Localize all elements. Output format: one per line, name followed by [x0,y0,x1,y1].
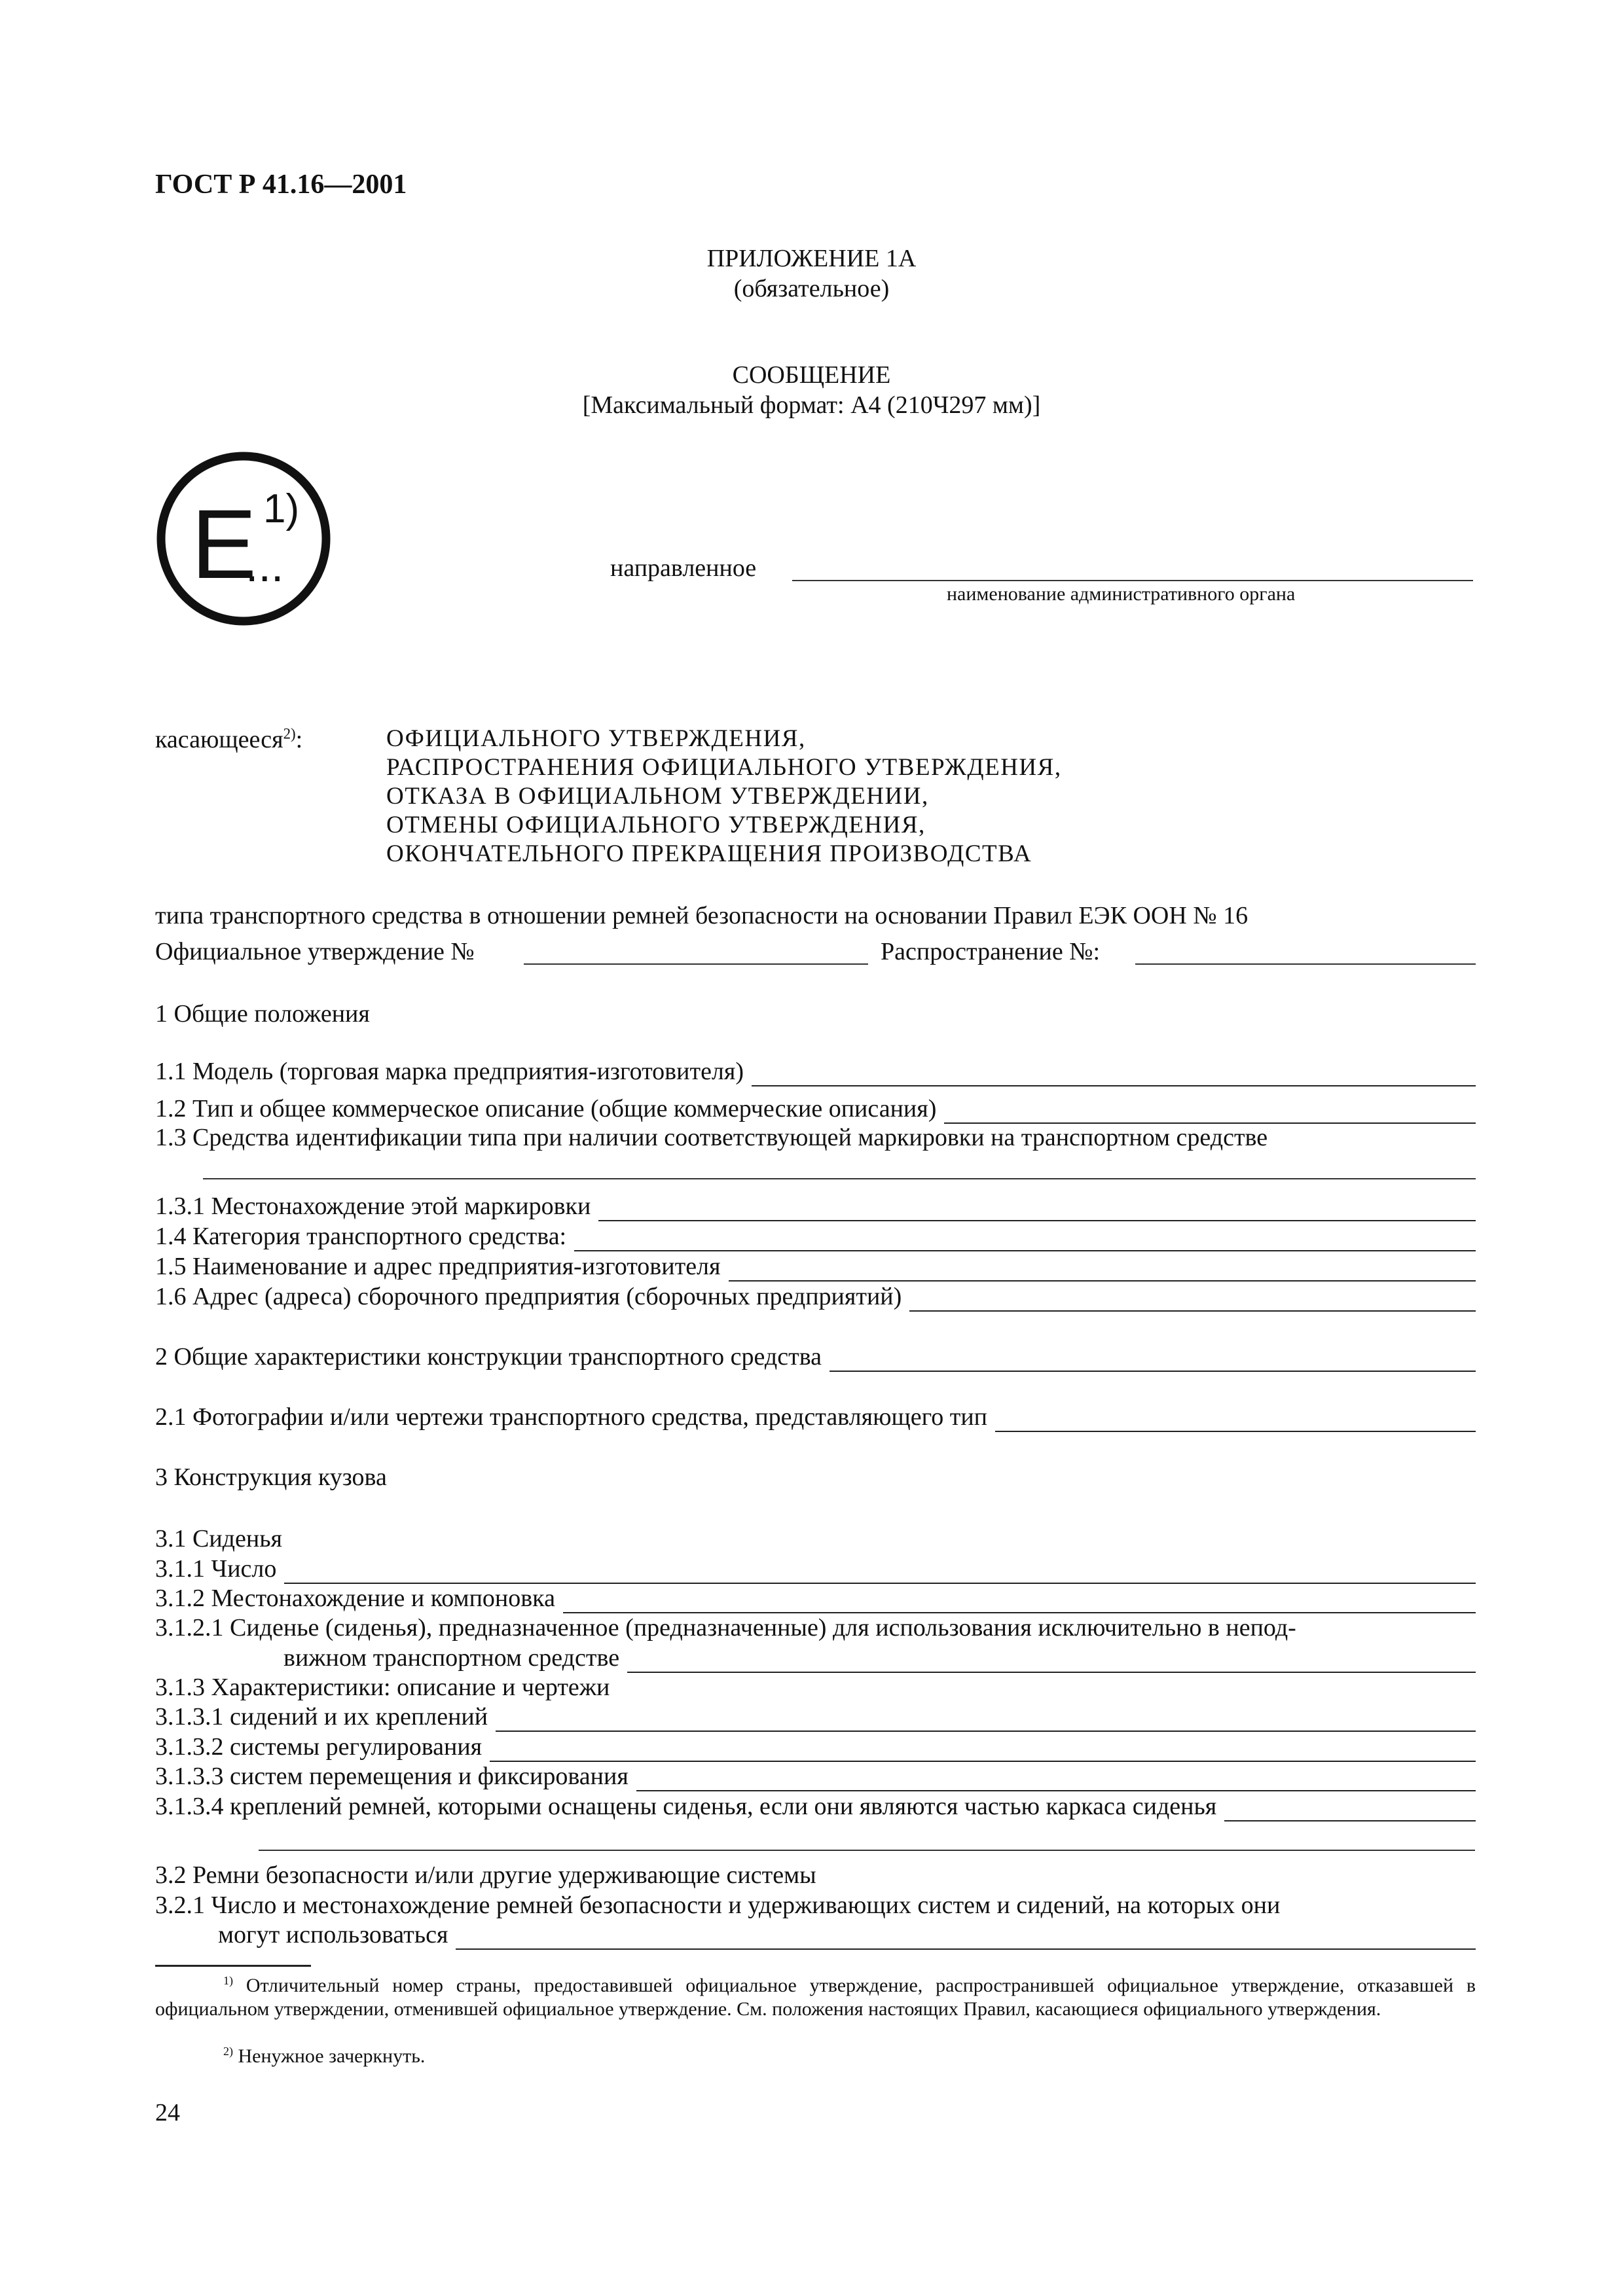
document-code: ГОСТ Р 41.16—2001 [155,170,407,200]
form-row: 2 Общие характеристики конструкции транспортного средства [155,1342,1476,1372]
form-row: 2.1 Фотографии и/или чертежи транспортного средства, представляющего тип [155,1402,1476,1432]
form-field[interactable] [944,1102,1476,1124]
form-field[interactable] [995,1410,1476,1432]
message-title: СООБЩЕНИЕ [732,361,891,389]
e-mark-superscript: 1) [263,486,300,531]
concerning-option[interactable]: ОФИЦИАЛЬНОГО УТВЕРЖДЕНИЯ, [386,725,806,752]
form-field[interactable] [909,1289,1476,1312]
form-field[interactable] [627,1651,1476,1673]
form-row: 1.4 Категория транспортного средства: [155,1221,1476,1251]
form-row: 1.5 Наименование и адрес предприятия-изготовителя [155,1251,1476,1282]
form-field[interactable] [1224,1799,1476,1821]
form-field[interactable] [203,1178,1476,1179]
intro-line: типа транспортного средства в отношении ремней безопасности на основании Правил ЕЭК ООН № 16 [155,902,1249,929]
form-field[interactable] [259,1850,1475,1851]
form-row: могут использоваться [218,1920,1476,1950]
form-label: 3.1.2.1 Сиденье (сиденья), предназначенное (предназначенные) для использования исключительно в непод- [155,1614,1296,1641]
concerning-option[interactable]: ОКОНЧАТЕЛЬНОГО ПРЕКРАЩЕНИЯ ПРОИЗВОДСТВА [386,840,1032,867]
sender-field[interactable] [792,580,1473,581]
concerning-option[interactable]: ОТКАЗА В ОФИЦИАЛЬНОМ УТВЕРЖДЕНИИ, [386,783,929,810]
form-row: 1.1 Модель (торговая марка предприятия-изготовителя) [155,1056,1476,1086]
form-row: 3.1.3.4 креплений ремней, которыми оснащены сиденья, если они являются частью каркаса сиденья [155,1791,1476,1821]
sender-caption: наименование административного органа [947,583,1296,605]
form-label: 3.1 Сиденья [155,1525,283,1552]
approval-number-field[interactable] [524,963,868,965]
form-row: 1.2 Тип и общее коммерческое описание (общие коммерческие описания) [155,1094,1476,1124]
footnote-1: $^{1)}$ Отличительный номер страны, предоставившей официальное утверждение, распространившей официальное утверждение, отказавшей в официальном утверждении, отменившей официальное утверждение. См. положения настоящих Правил, касающиеся официального утверждения. [155,1974,1476,2020]
e-mark-letter: E [191,489,257,599]
sender-label: направленное [610,554,757,582]
extension-number-label: Распространение №: [881,938,1101,965]
form-row: 3.1.3.1 сидений и их креплений [155,1702,1476,1732]
form-field[interactable] [496,1710,1476,1732]
form-label: 3.2 Ремни безопасности и/или другие удерживающие системы [155,1861,816,1889]
form-row: 1.6 Адрес (адреса) сборочного предприятия (сборочных предприятий) [155,1282,1476,1312]
section-heading: 3 Конструкция кузова [155,1463,387,1491]
form-field[interactable] [830,1350,1476,1372]
message-format: [Максимальный формат: А4 (210Ч297 мм)] [582,391,1041,419]
form-field[interactable] [598,1199,1476,1221]
form-row: 1.3.1 Местонахождение этой маркировки [155,1191,1476,1221]
form-field[interactable] [729,1259,1476,1282]
annex-title: ПРИЛОЖЕНИЕ 1А [706,245,917,272]
e-mark-logo [155,450,332,627]
form-row: 3.1.3.3 систем перемещения и фиксирования [155,1761,1476,1791]
e-mark-dots: ... [246,540,284,591]
form-row: 3.1.3.2 системы регулирования [155,1732,1476,1762]
approval-number-label: Официальное утверждение № [155,938,475,965]
concerning-option[interactable]: ОТМЕНЫ ОФИЦИАЛЬНОГО УТВЕРЖДЕНИЯ, [386,812,926,838]
form-field[interactable] [563,1591,1476,1613]
form-label: 1.3 Средства идентификации типа при наличии соответствующей маркировки на транспортном средстве [155,1124,1268,1151]
extension-number-field[interactable] [1135,963,1476,965]
form-label: 3.1.3 Характеристики: описание и чертежи [155,1674,610,1701]
form-field[interactable] [752,1064,1476,1086]
form-label: 3.2.1 Число и местонахождение ремней безопасности и удерживающих систем и сидений, на которых они [155,1892,1281,1919]
form-row: 3.1.2 Местонахождение и компоновка [155,1583,1476,1613]
form-field[interactable] [490,1740,1476,1762]
section-heading: 1 Общие положения [155,1000,370,1028]
form-field[interactable] [284,1562,1476,1584]
concerning-label: касающееся$^{2)}$: [155,725,303,753]
form-field[interactable] [636,1769,1476,1791]
form-row: вижном транспортном средстве [283,1643,1476,1673]
footnote-2: $^{2)}$ Ненужное зачеркнуть. [223,2045,426,2067]
annex-status: (обязательное) [733,275,890,302]
form-row: 3.1.1 Число [155,1554,1476,1584]
form-field[interactable] [574,1229,1476,1251]
concerning-option[interactable]: РАСПРОСТРАНЕНИЯ ОФИЦИАЛЬНОГО УТВЕРЖДЕНИЯ, [386,754,1062,781]
form-field[interactable] [456,1928,1476,1950]
footnote-separator [155,1965,311,1967]
page-number: 24 [155,2099,180,2126]
